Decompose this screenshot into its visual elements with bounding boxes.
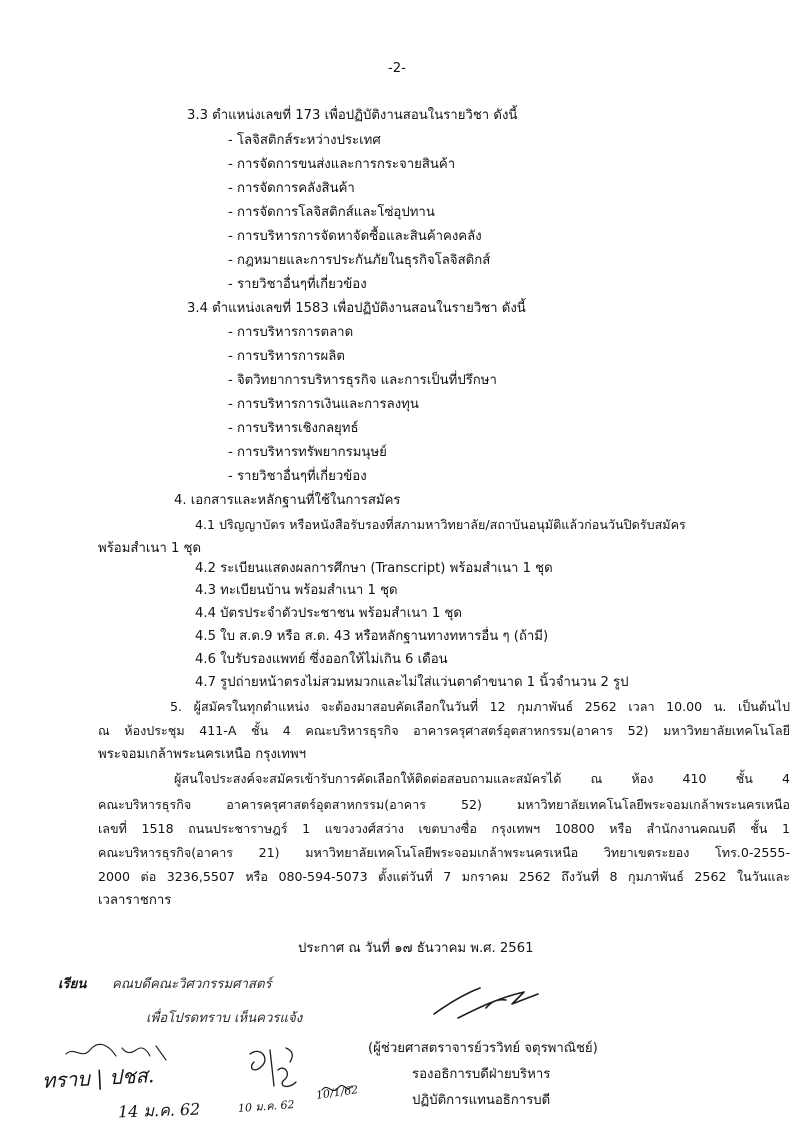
signatory-position: รองอธิการบดีฝ่ายบริหาร [412, 1067, 551, 1082]
list-item: - การบริหารการตลาด [228, 324, 353, 342]
handwritten-note: 14 ม.ค. 62 [117, 1099, 201, 1122]
paragraph-line: ผู้สนใจประสงค์จะสมัครเข้ารับการคัดเลือกให้ติดต่อสอบถามและสมัครได้ ณ ห้อง 410 ชั้น 4 [174, 771, 790, 786]
handwritten-purpose: เพื่อโปรดทราบ เห็นควรแจ้ง [146, 1011, 303, 1026]
list-item: - การบริหารการเงินและการลงทุน [228, 396, 419, 414]
paragraph-line: คณะบริหารธุรกิจ อาคารครุศาสตร์อุตสาหกรรม(อาคาร 52) มหาวิทยาลัยเทคโนโลยีพระจอมเกล้าพระนครเหนือ [98, 797, 790, 812]
list-item: - การบริหารเชิงกลยุทธ์ [228, 420, 359, 438]
list-item: 4.5 ใบ ส.ด.9 หรือ ส.ด. 43 หรือหลักฐานทางทหารอื่น ๆ (ถ้ามี) [195, 629, 549, 644]
paragraph-line: 5. ผู้สมัครในทุกตำแหน่ง จะต้องมาสอบคัดเลือกในวันที่ 12 กุมภาพันธ์ 2562 เวลา 10.00 น. เป็นต้นไป [170, 699, 790, 714]
list-item: - การบริหารการจัดหาจัดซื้อและสินค้าคงคลัง [228, 228, 482, 246]
list-item: - การบริหารการผลิต [228, 348, 345, 366]
list-item: 4.4 บัตรประจำตัวประชาชน พร้อมสำเนา 1 ชุด [195, 606, 462, 621]
list-item: - การจัดการคลังสินค้า [228, 180, 355, 198]
signatory-acting: ปฏิบัติการแทนอธิการบดี [412, 1093, 551, 1108]
list-item: - การจัดการขนส่งและการกระจายสินค้า [228, 156, 455, 174]
handwritten-initials-middle [240, 1040, 310, 1100]
handwritten-note: 10 ม.ค. 62 [237, 1098, 295, 1115]
paragraph-line: ณ ห้องประชุม 411-A ชั้น 4 คณะบริหารธุรกิจ อาคารครุศาสตร์อุตสาหกรรม(อาคาร 52) มหาวิทยาลัยเทคโนโลยี [98, 723, 790, 738]
handwritten-to-text: คณบดีคณะวิศวกรรมศาสตร์ [112, 977, 272, 992]
list-item: 4.6 ใบรับรองแพทย์ ซึ่งออกให้ไม่เกิน 6 เดือน [195, 652, 448, 667]
section-3-4-heading: 3.4 ตำแหน่งเลขที่ 1583 เพื่อปฏิบัติงานสอนในรายวิชา ดังนี้ [187, 301, 526, 316]
paragraph-line: เวลาราชการ [98, 893, 172, 908]
list-item: - โลจิสติกส์ระหว่างประเทศ [228, 132, 381, 150]
announcement-date: ประกาศ ณ วันที่ ๑๗ ธันวาคม พ.ศ. 2561 [298, 941, 534, 956]
list-item: - กฎหมายและการประกันภัยในธุรกิจโลจิสติกส์ [228, 252, 490, 270]
section-4-1-line-1: 4.1 ปริญญาบัตร หรือหนังสือรับรองที่สภามหาวิทยาลัย/สถาบันอนุมัติแล้วก่อนวันปิดรับสมัคร [195, 517, 686, 532]
handwritten-to-label: เรียน [58, 977, 87, 992]
handwritten-initials-left [60, 1036, 180, 1076]
list-item: - รายวิชาอื่นๆที่เกี่ยวข้อง [228, 468, 367, 486]
handwritten-note: 10/1/62 [315, 1083, 360, 1102]
list-item: - จิตวิทยาการบริหารธุรกิจ และการเป็นที่ปรึกษา [228, 372, 497, 390]
list-item: - การจัดการโลจิสติกส์และโซ่อุปทาน [228, 204, 435, 222]
list-item: - การบริหารทรัพยากรมนุษย์ [228, 444, 387, 462]
list-item: 4.2 ระเบียนแสดงผลการศึกษา (Transcript) พร้อมสำเนา 1 ชุด [195, 561, 553, 576]
paragraph-line: พระจอมเกล้าพระนครเหนือ กรุงเทพฯ [98, 747, 307, 762]
handwritten-mark [318, 1076, 358, 1100]
section-4-1-line-2: พร้อมสำเนา 1 ชุด [98, 541, 202, 556]
list-item: 4.3 ทะเบียนบ้าน พร้อมสำเนา 1 ชุด [195, 583, 398, 598]
paragraph-line: คณะบริหารธุรกิจ(อาคาร 21) มหาวิทยาลัยเทคโนโลยีพระจอมเกล้าพระนครเหนือ วิทยาเขตระยอง โทร.0-2555- [98, 845, 790, 860]
paragraph-line: 2000 ต่อ 3236,5507 หรือ 080-594-5073 ตั้งแต่วันที่ 7 มกราคม 2562 ถึงวันที่ 8 กุมภาพันธ์ 2562 ในวันและ [98, 869, 790, 884]
page-number: -2- [388, 61, 406, 76]
section-4-heading: 4. เอกสารและหลักฐานที่ใช้ในการสมัคร [174, 493, 401, 508]
list-item: 4.7 รูปถ่ายหน้าตรงไม่สวมหมวกและไม่ใส่แว่นตาดำขนาด 1 นิ้วจำนวน 2 รูป [195, 675, 629, 690]
signature [428, 978, 548, 1028]
list-item: - รายวิชาอื่นๆที่เกี่ยวข้อง [228, 276, 367, 294]
paragraph-line: เลขที่ 1518 ถนนประชาราษฎร์ 1 แขวงวงศ์สว่าง เขตบางซื่อ กรุงเทพฯ 10800 หรือ สำนักงานคณบดี ชั้น 1 [98, 821, 790, 836]
section-3-3-heading: 3.3 ตำแหน่งเลขที่ 173 เพื่อปฏิบัติงานสอนในรายวิชา ดังนี้ [187, 108, 518, 123]
signatory-name: (ผู้ช่วยศาสตราจารย์วรวิทย์ จตุรพาณิชย์) [368, 1041, 598, 1056]
handwritten-note: ทราบ | ปชส. [41, 1063, 155, 1093]
